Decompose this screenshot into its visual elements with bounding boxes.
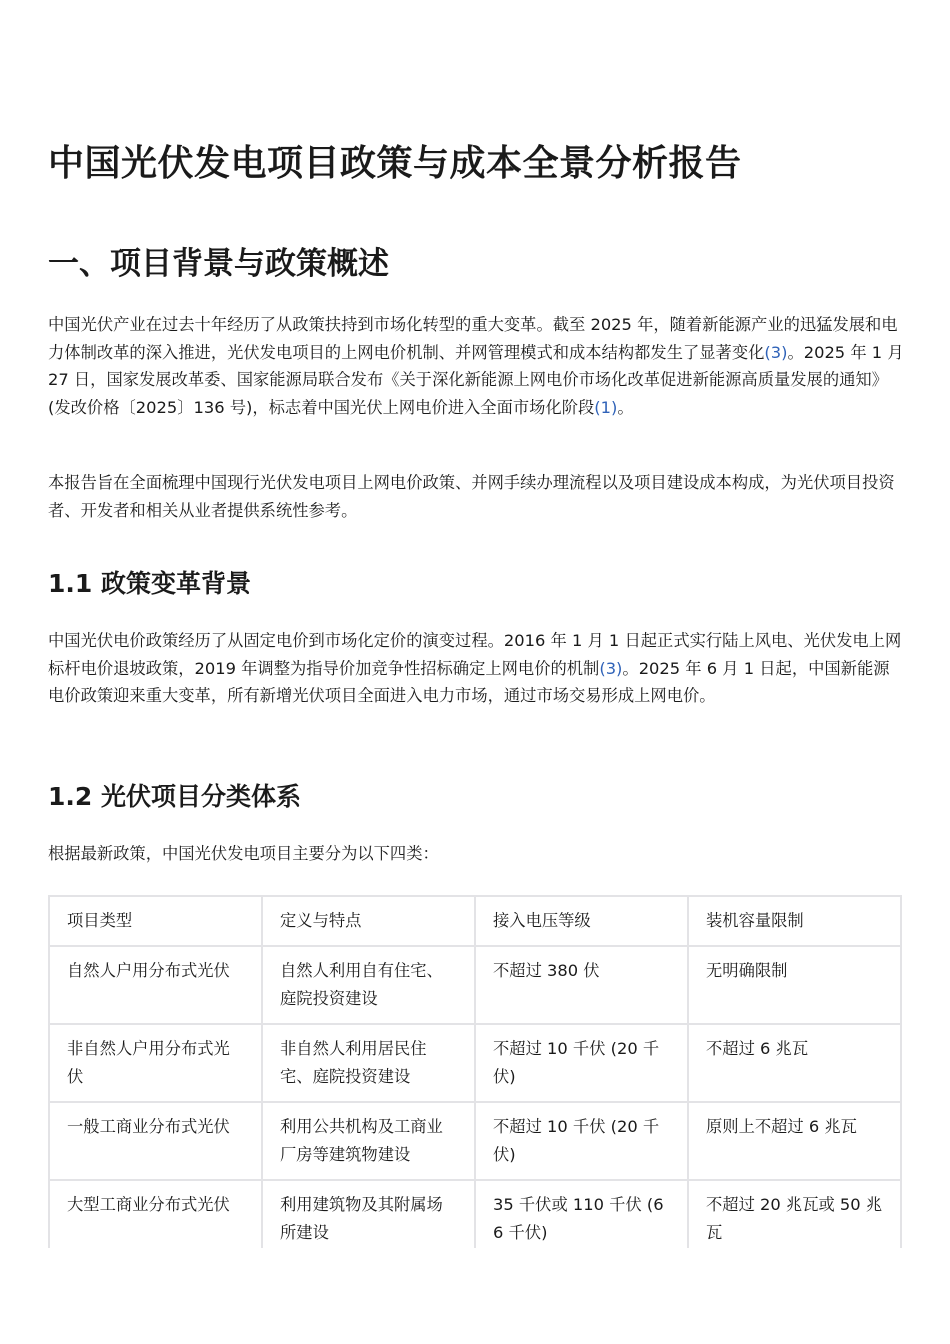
intro-text-2: 。2025 年 1 月 27 日，国家发展改革委、国家能源局联合发布《关于深化新能源上网电价市场化改革促进新能源高质量发展的通知》(发改价格〔2025〕136 号)，标志着中国光伏上网电价进入全面市场化阶段 bbox=[48, 342, 904, 417]
intro-paragraph bbox=[48, 311, 904, 421]
classification-intro: 根据最新政策，中国光伏发电项目主要分为以下四类： bbox=[48, 844, 439, 863]
cell-capacity-limit: 不超过 6 兆瓦 bbox=[688, 1024, 901, 1102]
cell-definition: 非自然人利用居民住宅、庭院投资建设 bbox=[262, 1024, 475, 1102]
section-heading-background: 一、项目背景与政策概述 bbox=[48, 246, 389, 282]
subsection-heading-policy-background: 1.1 政策变革背景 bbox=[48, 569, 251, 598]
citation-link-3[interactable]: (3) bbox=[599, 658, 623, 678]
cell-voltage-level: 不超过 10 千伏 (20 千伏) bbox=[475, 1102, 688, 1180]
cell-definition: 自然人利用自有住宅、庭院投资建设 bbox=[262, 946, 475, 1024]
citation-link-1[interactable]: (1) bbox=[594, 397, 618, 417]
cell-project-type: 一般工商业分布式光伏 bbox=[49, 1102, 262, 1180]
cell-project-type: 非自然人户用分布式光伏 bbox=[49, 1024, 262, 1102]
table-row bbox=[49, 1102, 901, 1180]
column-header-voltage-level: 接入电压等级 bbox=[475, 896, 688, 946]
citation-link-3[interactable]: (3) bbox=[764, 342, 788, 362]
cell-definition: 利用建筑物及其附属场所建设 bbox=[262, 1180, 475, 1258]
cell-capacity-limit: 无明确限制 bbox=[688, 946, 901, 1024]
policy-background-paragraph bbox=[48, 627, 904, 710]
cell-capacity-limit: 原则上不超过 6 兆瓦 bbox=[688, 1102, 901, 1180]
cell-project-type: 大型工商业分布式光伏 bbox=[49, 1180, 262, 1258]
intro-text-3: 。 bbox=[617, 397, 634, 417]
page-bottom-margin bbox=[0, 1248, 950, 1344]
document-title: 中国光伏发电项目政策与成本全景分析报告 bbox=[48, 143, 742, 184]
cell-project-type: 自然人户用分布式光伏 bbox=[49, 946, 262, 1024]
table-row bbox=[49, 1024, 901, 1102]
intro-text-1: 中国光伏产业在过去十年经历了从政策扶持到市场化转型的重大变革。截至 2025 年，随着新能源产业的迅猛发展和电力体制改革的深入推进，光伏发电项目的上网电价机制、并网管理模式和成本结构都发生了显著变化 bbox=[48, 315, 898, 362]
cell-voltage-level: 不超过 10 千伏 (20 千伏) bbox=[475, 1024, 688, 1102]
column-header-capacity-limit: 装机容量限制 bbox=[688, 896, 901, 946]
policy-text-1: 中国光伏电价政策经历了从固定电价到市场化定价的演变过程。2016 年 1 月 1 日起正式实行陆上风电、光伏发电上网标杆电价退坡政策，2019 年调整为指导价加竞争性招标确定上网电价的机制 bbox=[48, 631, 902, 678]
purpose-paragraph: 本报告旨在全面梳理中国现行光伏发电项目上网电价政策、并网手续办理流程以及项目建设成本构成，为光伏项目投资者、开发者和相关从业者提供系统性参考。 bbox=[48, 473, 895, 520]
column-header-project-type: 项目类型 bbox=[49, 896, 262, 946]
cell-definition: 利用公共机构及工商业厂房等建筑物建设 bbox=[262, 1102, 475, 1180]
cell-voltage-level: 不超过 380 伏 bbox=[475, 946, 688, 1024]
table-row bbox=[49, 1180, 901, 1258]
project-types-table bbox=[48, 895, 902, 1259]
table-header-row bbox=[49, 896, 901, 946]
cell-capacity-limit: 不超过 20 兆瓦或 50 兆瓦 bbox=[688, 1180, 901, 1258]
subsection-heading-classification: 1.2 光伏项目分类体系 bbox=[48, 782, 301, 811]
table-row bbox=[49, 946, 901, 1024]
cell-voltage-level: 35 千伏或 110 千伏 (66 千伏) bbox=[475, 1180, 688, 1258]
column-header-definition: 定义与特点 bbox=[262, 896, 475, 946]
policy-text-2: 。2025 年 6 月 1 日起，中国新能源电价政策迎来重大变革，所有新增光伏项目全面进入电力市场，通过市场交易形成上网电价。 bbox=[48, 658, 890, 705]
